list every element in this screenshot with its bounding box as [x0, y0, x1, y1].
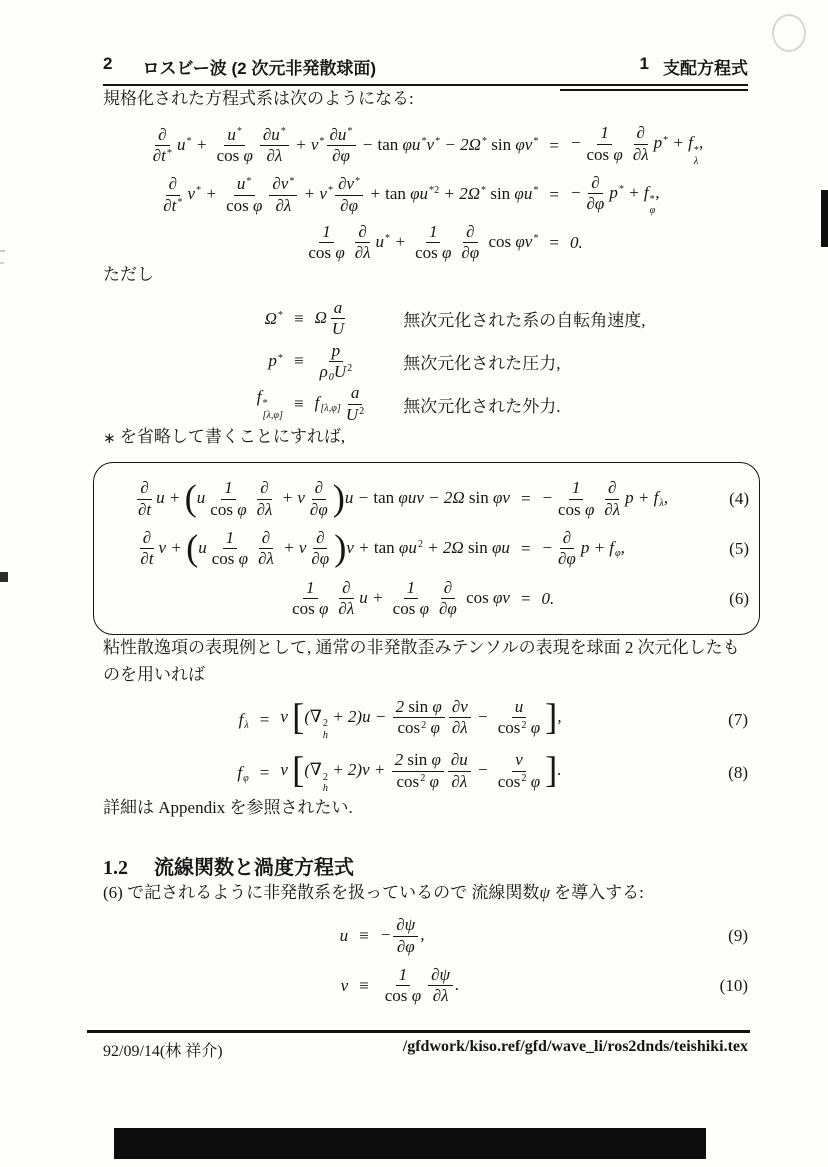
equation-relation: = — [549, 185, 560, 205]
equation-number: (5) — [729, 538, 749, 558]
equation-number: (10) — [719, 975, 748, 995]
equation-description: 無次元化された系の自転角速度, — [403, 311, 646, 331]
equation-number: (6) — [729, 588, 749, 608]
equation-relation: = — [259, 709, 270, 729]
scan-artifact-left-dash-3 — [0, 572, 8, 582]
stream-intro-paragraph — [103, 880, 748, 906]
equation-number: (8) — [728, 762, 748, 782]
section-number: 1.2 — [103, 856, 128, 879]
header-left — [103, 54, 376, 79]
equation-relation: = — [259, 762, 270, 782]
stream-intro-post: を導入する: — [549, 882, 644, 902]
appendix-note-paragraph: 詳細は Appendix を参照されたい. — [103, 797, 353, 817]
section-title-header: 支配方程式 — [663, 59, 748, 78]
equation-relation: ≡ — [359, 926, 369, 946]
equation-lhs: p* — [268, 351, 284, 371]
equation-lhs: ∂ ∂t u + (u $\frac{1}{\text{cos φ}}$ ∂ ∂λ + v ∂ ∂φ )u − tan φuv − 2Ω sin φv — [138, 477, 510, 519]
header-right — [640, 54, 748, 79]
footer-date-author: 92/09/14(林 祥介) — [103, 1042, 223, 1060]
equation-rhs: − $\frac{1}{\text{cos φ}}$ ∂ ∂λ p + fλ, — [541, 478, 668, 519]
equation-relation: = — [520, 489, 531, 509]
equation-rhs: ν [(∇ 2 h + 2)u − $\frac{\text{2 sin φ}}{\cos^2 \varphi}$ $\frac{\partial v}{\partial\lambda}$ − $\frac{u}{\cos^2 \varphi}$ ], — [280, 695, 562, 741]
stream-intro-pre: (6) で記されるように非発散系を扱っているので 流線関数 — [103, 882, 540, 902]
equation-block-viscous — [103, 695, 748, 795]
equation-rhs: 0. — [541, 588, 555, 608]
equation-lhs: fφ — [237, 762, 249, 784]
equation-number: (9) — [728, 926, 748, 946]
equation-relation: ≡ — [294, 394, 304, 414]
section-title: 流線関数と渦度方程式 — [154, 856, 354, 879]
equation-rhs: − $\frac{1}{\text{cos φ}}$ ∂ ∂λ p* + f * λ , — [570, 123, 704, 168]
equation-rhs: $\frac{p}{\rho 0U^2}$ — [319, 340, 353, 383]
psi-symbol: ψ — [539, 882, 550, 902]
asterisk-symbol: ∗ — [103, 428, 116, 447]
punch-hole-artifact — [772, 14, 806, 52]
equation-block-definitions — [103, 299, 748, 424]
equation-relation: = — [520, 538, 531, 558]
equation-lhs: ∂ ∂t* u* + $\frac{u^*}{\text{cos φ}}$ $\frac{\partial u^*}{\partial\lambda}$ + v* $\frac{\partial u^*}{\partial\varphi}$ − tan φu*v* − 2Ω* sin φv* — [152, 125, 539, 166]
equation-block-boxed — [104, 479, 749, 618]
equation-rhs: Ω $\frac{a}{U}$ — [314, 297, 345, 339]
equation-relation: ≡ — [359, 975, 369, 995]
equation-block-streamfunction — [103, 916, 748, 1005]
page-footer — [103, 1030, 748, 1061]
equation-description: 無次元化された外力. — [403, 396, 561, 416]
equation-block-starred-system — [103, 124, 748, 262]
equation-relation: = — [549, 135, 560, 155]
section-number-header: 1 — [639, 54, 649, 73]
equation-lhs: v — [340, 975, 349, 995]
footer-rule — [87, 1030, 750, 1033]
running-header — [103, 54, 748, 79]
equation-lhs: ∂ ∂t* v* + $\frac{u^*}{\text{cos φ}}$ $\frac{\partial v^*}{\partial\lambda}$ + v* $\frac{\partial v^*}{\partial\varphi}$ + $\tan \varphi u^{*2} + 2\Omega^*$ sin φu* — [163, 174, 539, 215]
equation-rhs: $\frac{1}{\text{cos φ}}$ $\frac{\partial\psi}{\partial\lambda}$ . — [384, 964, 460, 1006]
equation-lhs: u — [339, 926, 349, 946]
footer-file-path: /gfdwork/kiso.ref/gfd/wave_li/ros2dnds/teishiki.tex — [402, 1037, 748, 1055]
page-number: 2 — [103, 54, 113, 73]
equation-rhs: − ∂ ∂φ p + fφ, — [541, 528, 625, 569]
equation-description: 無次元化された圧力, — [403, 353, 561, 373]
scan-artifact-left-dash-2 — [0, 262, 4, 264]
equation-rhs: ν [(∇ 2 h + 2)v + $\frac{\text{2 sin φ}}{\cos^2 \varphi}$ $\frac{\partial u}{\partial\lambda}$ − $\frac{v}{\cos^2 \varphi}$ ]. — [280, 749, 562, 795]
equation-rhs: − $\frac{\partial\psi}{\partial\varphi}$ , — [379, 915, 425, 956]
equation-rhs: f[λ,φ] $\frac{a}{U^2}$ — [314, 383, 365, 424]
equation-relation: ≡ — [294, 351, 304, 371]
boxed-equations-frame — [93, 462, 760, 635]
equation-relation: ≡ — [294, 308, 304, 328]
equation-rhs: − ∂ ∂φ p* + f * φ , — [570, 172, 660, 217]
header-rule-right-segment — [560, 89, 748, 91]
equation-rhs: 0. — [570, 232, 583, 252]
viscous-intro-paragraph: 粘性散逸項の表現例として, 通常の非発散歪みテンソルの表現を球面 2 次元化したものを用いれば — [103, 638, 740, 684]
chapter-title: ロスビー波 (2 次元非発散球面) — [142, 59, 377, 78]
section-heading — [103, 851, 748, 880]
scan-artifact-right-edge — [821, 190, 828, 247]
tadashi-paragraph: ただし — [103, 265, 154, 285]
equation-number: (4) — [729, 489, 749, 509]
scan-artifact-left-dash-1 — [0, 250, 5, 252]
omit-star-paragraph — [103, 424, 748, 450]
equation-lhs: $\frac{1}{\text{cos φ}}$ ∂ ∂λ u + $\frac{1}{\text{cos φ}}$ ∂ ∂φ cos φv — [292, 577, 510, 619]
equation-lhs: fλ — [238, 709, 249, 731]
omit-star-text: を省略して書くことにすれば, — [115, 426, 346, 446]
equation-lhs: ∂ ∂t v + (u $\frac{1}{\text{cos φ}}$ ∂ ∂λ + v ∂ ∂φ )$v + \tan \varphi u^2 + 2\Omega$ sin φu — [140, 526, 510, 569]
equation-relation: = — [520, 588, 531, 608]
equation-lhs: f * [λ,φ] — [256, 386, 284, 421]
footer-row — [103, 1038, 748, 1061]
intro-paragraph: 規格化された方程式系は次のようになる: — [103, 89, 414, 108]
equation-lhs: Ω* — [264, 308, 284, 328]
equation-lhs: $\frac{1}{\text{cos φ}}$ ∂ ∂λ u* + $\frac{1}{\text{cos φ}}$ ∂ ∂φ cos φv* — [308, 221, 539, 263]
equation-relation: = — [549, 232, 560, 252]
equation-number: (7) — [728, 709, 748, 729]
scan-artifact-bottom-bar — [114, 1128, 706, 1159]
